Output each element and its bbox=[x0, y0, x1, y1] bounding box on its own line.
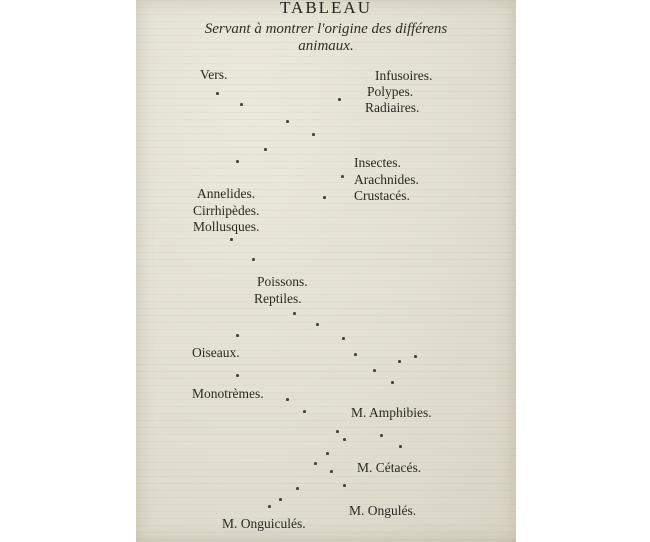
lineage-dot bbox=[341, 175, 344, 178]
label-annelides: Annelides. bbox=[197, 186, 256, 201]
lineage-dot bbox=[343, 484, 346, 487]
lineage-dot bbox=[296, 487, 299, 490]
lineage-dot bbox=[326, 452, 329, 455]
lineage-dot bbox=[279, 498, 282, 501]
label-cetaces: M. Cétacés. bbox=[357, 460, 422, 475]
lineage-dot bbox=[264, 148, 267, 151]
lineage-dot bbox=[330, 470, 333, 473]
label-cirrhipedes: Cirrhipèdes. bbox=[193, 203, 260, 218]
lineage-dot bbox=[414, 355, 417, 358]
label-crustaces: Crustacés. bbox=[354, 188, 410, 203]
label-poissons: Poissons. bbox=[257, 274, 308, 289]
lineage-dot bbox=[316, 323, 319, 326]
subtitle-line-1: Servant à montrer l'origine des différens bbox=[204, 21, 448, 37]
lineage-dot bbox=[303, 410, 306, 413]
label-polypes: Polypes. bbox=[367, 84, 414, 99]
lineage-dot bbox=[286, 120, 289, 123]
label-radiaires: Radiaires. bbox=[365, 100, 420, 115]
label-onguicules: M. Onguiculés. bbox=[222, 516, 306, 531]
lineage-dot bbox=[380, 434, 383, 437]
lineage-dot bbox=[399, 445, 402, 448]
label-monotremes: Monotrèmes. bbox=[192, 386, 264, 401]
label-amphibies: M. Amphibies. bbox=[351, 405, 432, 420]
lineage-dot bbox=[230, 238, 233, 241]
label-vers: Vers. bbox=[200, 67, 228, 82]
page-title: TABLEAU bbox=[280, 0, 372, 17]
lineage-dot bbox=[336, 430, 339, 433]
lineage-dot bbox=[236, 160, 239, 163]
lineage-dot bbox=[236, 334, 239, 337]
lineage-dot bbox=[354, 353, 357, 356]
label-reptiles: Reptiles. bbox=[254, 291, 302, 306]
lineage-dot bbox=[338, 98, 341, 101]
label-infusoires: Infusoires. bbox=[375, 68, 433, 83]
lineage-dot bbox=[398, 360, 401, 363]
lineage-dot bbox=[240, 103, 243, 106]
lineage-dot bbox=[236, 374, 239, 377]
label-insectes: Insectes. bbox=[354, 155, 401, 170]
label-oiseaux: Oiseaux. bbox=[192, 345, 240, 360]
lineage-dot bbox=[373, 369, 376, 372]
label-arachnides: Arachnides. bbox=[354, 172, 419, 187]
lineage-dot bbox=[391, 381, 394, 384]
subtitle-line-2: animaux. bbox=[298, 38, 354, 54]
book-page bbox=[136, 0, 516, 542]
lineage-dot bbox=[323, 196, 326, 199]
label-mollusques: Mollusques. bbox=[193, 219, 260, 234]
lineage-dot bbox=[252, 258, 255, 261]
lineage-dot bbox=[286, 398, 289, 401]
lineage-dot bbox=[343, 438, 346, 441]
lineage-dot bbox=[314, 462, 317, 465]
lineage-dot bbox=[268, 505, 271, 508]
lineage-dot bbox=[342, 337, 345, 340]
lineage-dot bbox=[293, 312, 296, 315]
lineage-dot bbox=[312, 133, 315, 136]
label-ongules: M. Ongulés. bbox=[349, 503, 417, 518]
lineage-dot bbox=[216, 92, 219, 95]
